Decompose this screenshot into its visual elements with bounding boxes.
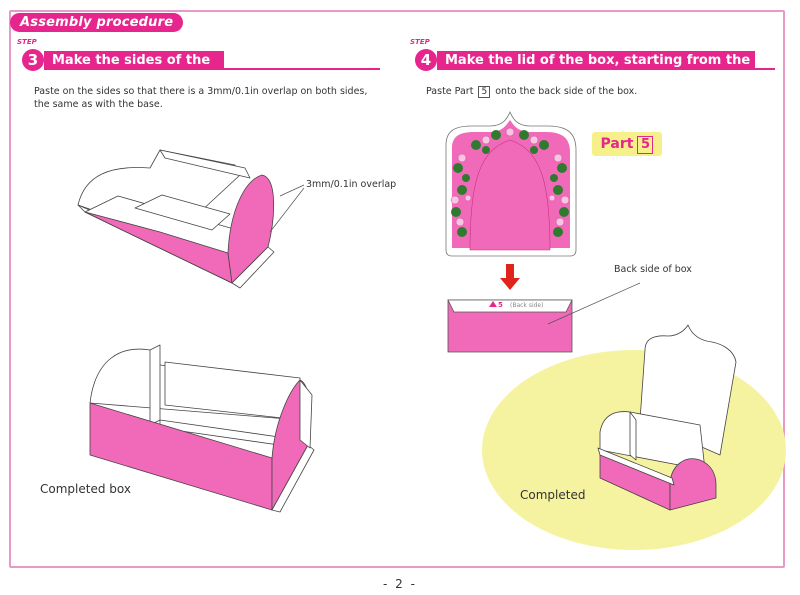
page-number: - 2 -	[383, 577, 417, 591]
strip-back-side-label: (Back side)	[510, 302, 544, 309]
strip-part-number: 5	[498, 301, 503, 309]
step4-desc-part-number: 5	[478, 86, 490, 98]
part5-badge	[592, 132, 662, 156]
step3-step-label: STEP	[17, 38, 37, 46]
step3-open-box-illustration	[78, 150, 274, 288]
step4-step-label: STEP	[410, 38, 430, 46]
section-banner: Assembly procedure	[10, 13, 183, 32]
step3-title: Make the sides of the box	[44, 51, 224, 70]
step4-completed-label: Completed	[520, 488, 586, 502]
step3-desc-line1: Paste on the sides so that there is a 3mm/0.1in overlap on both sides,	[34, 86, 368, 97]
step3-number: 3	[22, 49, 44, 71]
step3-desc-line2: the same as with the base.	[34, 99, 163, 110]
overlap-label: 3mm/0.1in overlap	[306, 179, 397, 190]
part5-lid-illustration	[446, 112, 576, 256]
red-down-arrow	[500, 264, 520, 290]
step4-desc-suffix: onto the back side of the box.	[495, 86, 638, 97]
part-badge-label: Part	[600, 136, 634, 152]
part-badge-number: 5	[637, 136, 653, 154]
step4-number: 4	[415, 49, 437, 71]
back-side-label: Back side of box	[614, 264, 692, 275]
step4-desc-prefix: Paste Part	[426, 86, 474, 97]
step3-completed-label: Completed box	[40, 482, 131, 496]
step4-title: Make the lid of the box, starting from the back	[437, 51, 755, 70]
